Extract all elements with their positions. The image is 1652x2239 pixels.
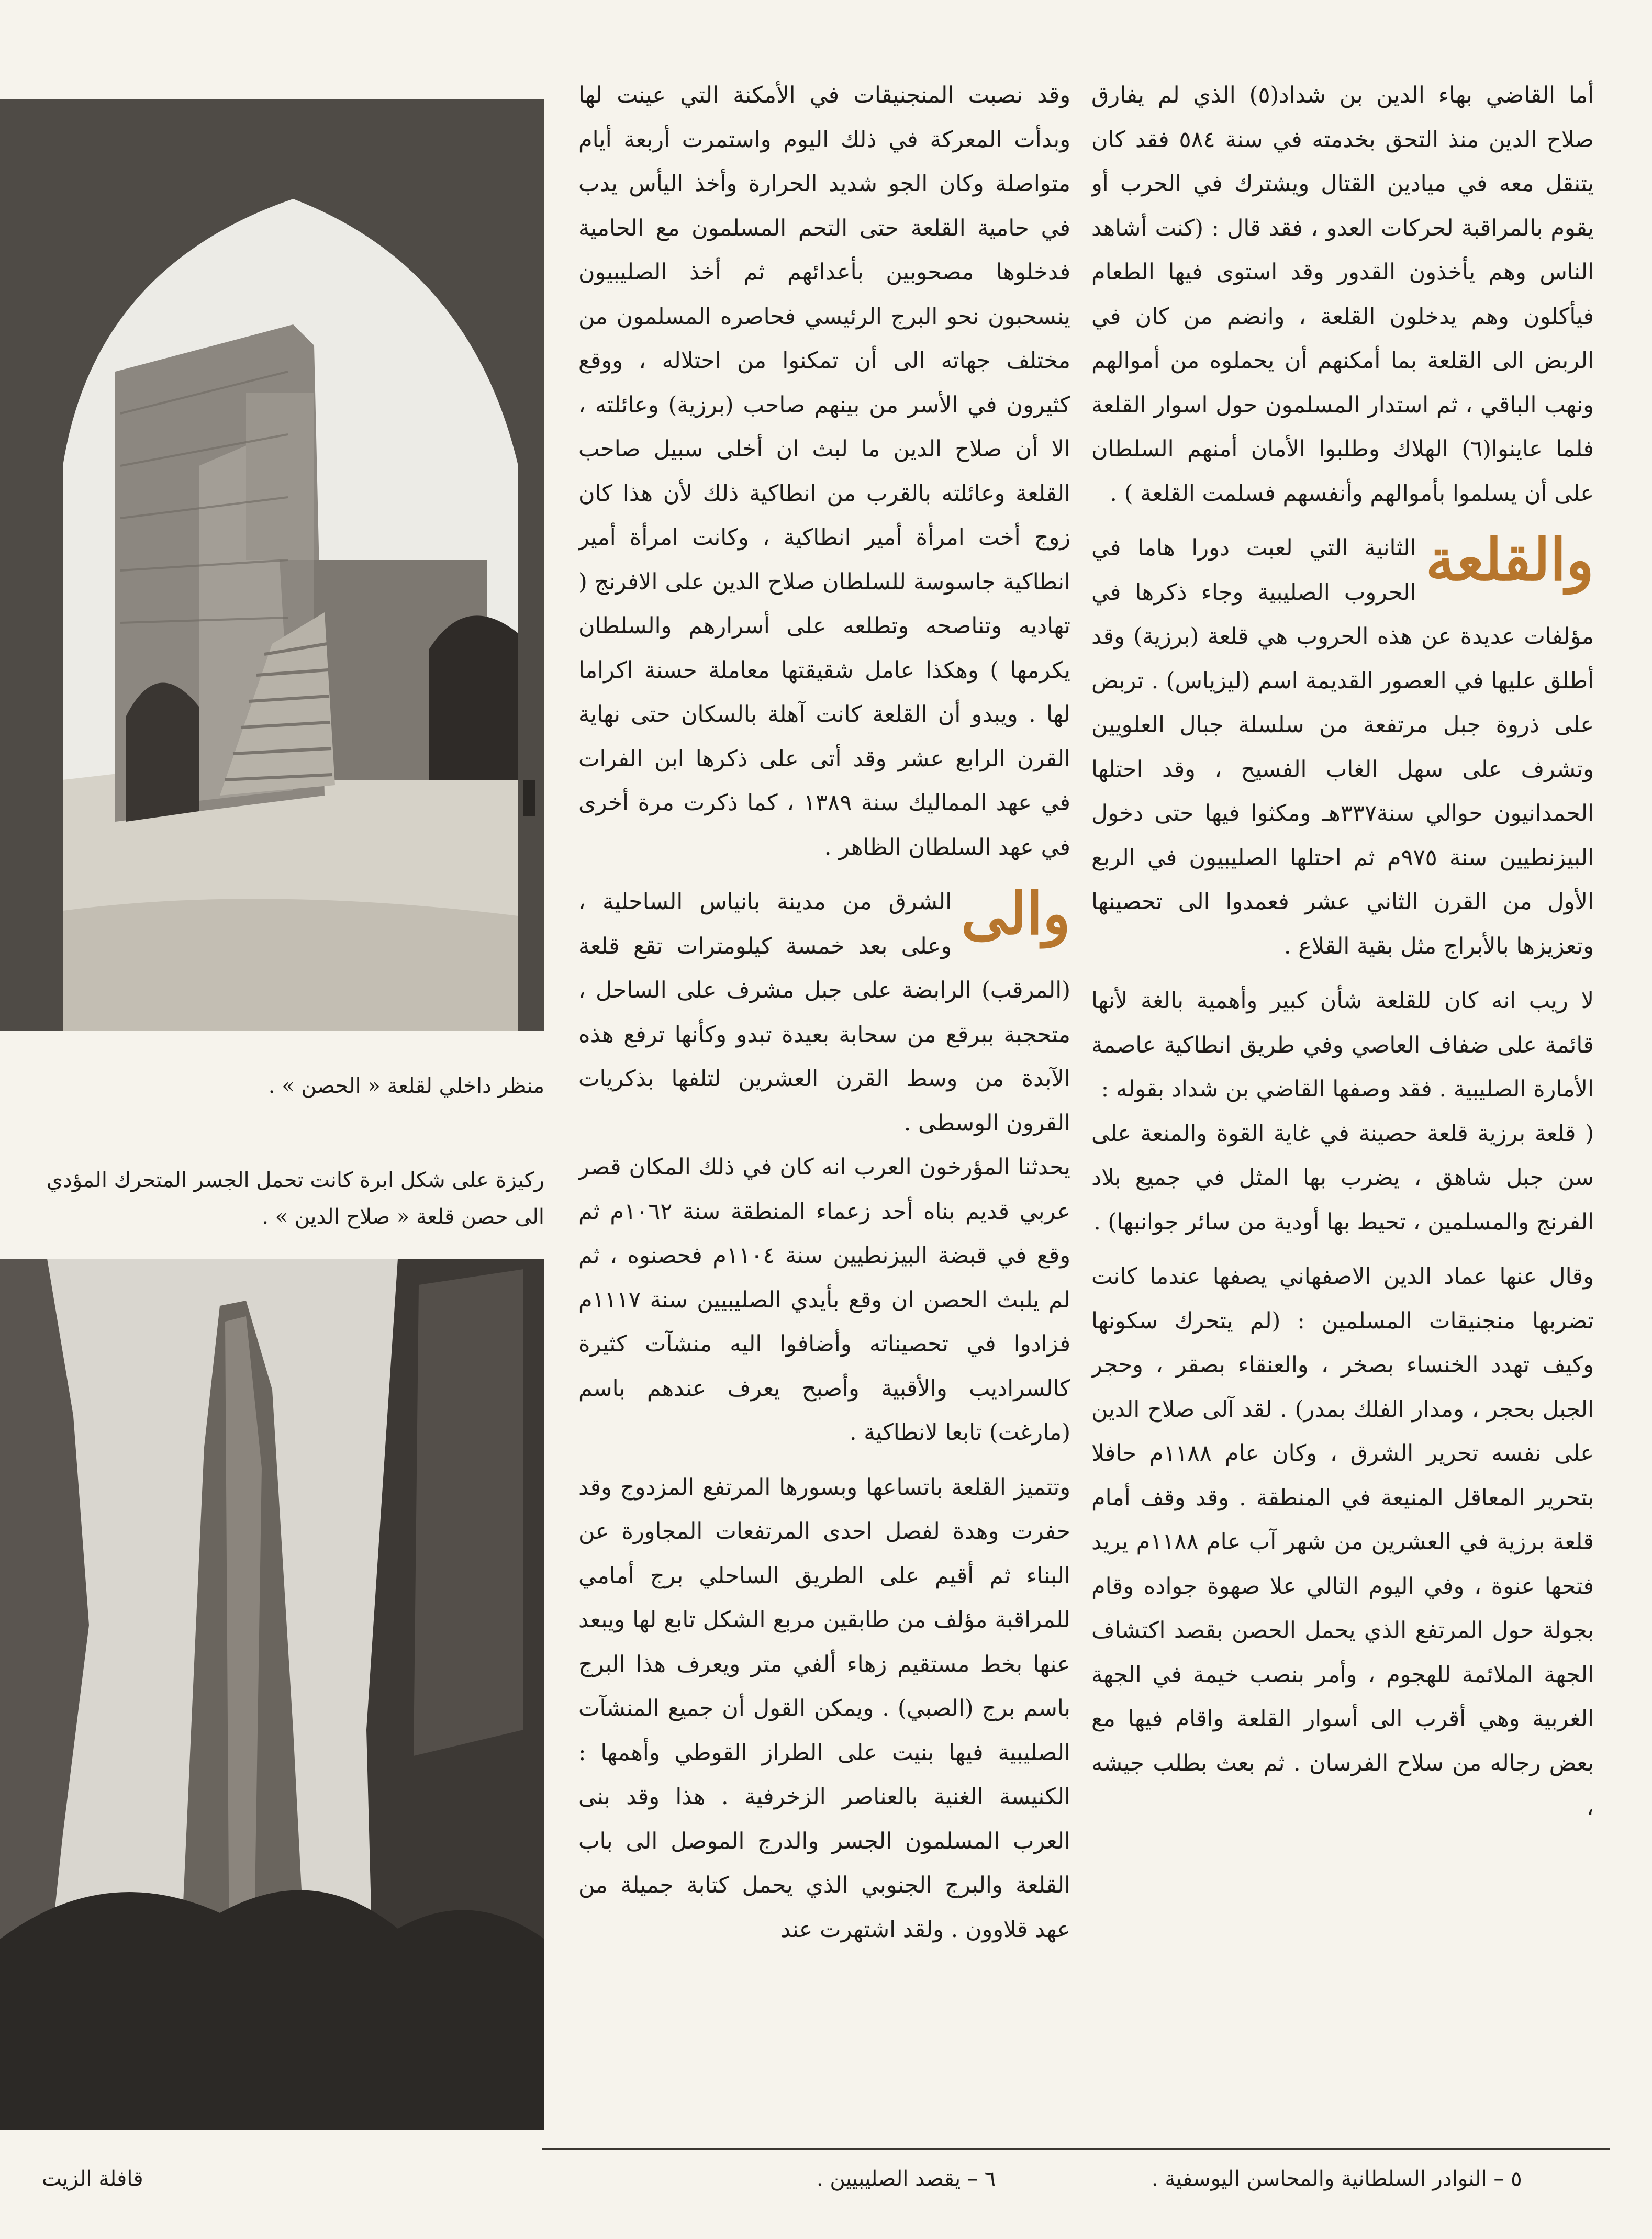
decorative-initial-word: والقلعة xyxy=(1425,526,1594,594)
paragraph: وقد نصبت المنجنيقات في الأمكنة التي عينت لها وبدأت المعركة في ذلك اليوم واستمرت أربعة أيام متواصلة وكان الجو شديد الحرارة وأخذ اليأس يدب في حامية القلعة حتى التحم المسلمون مع الحامية فدخلوها مصحوبين بأعدائهم ثم أخذ الصليبيون ينسحبون نحو البرج الرئيسي فحاصره المسلمون من مختلف جهاته الى أن تمكنوا من احتلاله ، ووقع كثيرون في الأسر من بينهم صاحب (برزية) وعائلته ، الا أن صلاح الدين ما لبث ان أخلى سبيل صاحب القلعة وعائلته بالقرب من انطاكية ذلك لأن هذا كان زوج أخت امرأة أمير انطاكية ، وكانت امرأة أمير انطاكية جاسوسة للسلطان صلاح الدين على الافرنج ( تهاديه وتناصحه وتطلعه على أسرارهم والسلطان يكرمها ) وهكذا عامل شقيقتها معاملة حسنة اكراما لها . ويبدو أن القلعة كانت آهلة بالسكان حتى نهاية القرن الرابع عشر وقد أتى على ذكرها ابن الفرات في عهد المماليك سنة ١٣٨٩ ، كما ذكرت مرة أخرى في عهد السلطان الظاهر . xyxy=(578,82,1070,860)
article-column-middle xyxy=(578,73,1070,2135)
paragraph: وتتميز القلعة باتساعها وبسورها المرتفع المزدوج وقد حفرت وهدة لفصل احدى المرتفعات المجاورة عن البناء ثم أقيم على الطريق الساحلي برج أمامي للمراقبة مؤلف من طابقين مربع الشكل تابع لها ويبعد عنها بخط مستقيم زهاء ألفي متر ويعرف هذا البرج باسم برج (الصبي) . ويمكن القول أن جميع المنشآت الصليبية فيها بنيت على الطراز القوطي وأهمها : الكنيسة الغنية بالعناصر الزخرفية . هذا وقد بنى العرب المسلمون الجسر والدرج الموصل الى باب القلعة والبرج الجنوبي الذي يحمل كتابة جميلة من عهد قلاوون . ولقد اشتهرت عند xyxy=(578,1474,1070,1943)
paragraph-with-initial xyxy=(578,880,1070,1145)
paragraph: أما القاضي بهاء الدين بن شداد(٥) الذي لم يفارق صلاح الدين منذ التحق بخدمته في سنة ٥٨٤ فقد كان يتنقل معه في ميادين القتال ويشترك في الحرب أو يقوم بالمراقبة لحركات العدو ، فقد قال : (كنت أشاهد الناس وهم يأخذون القدور وقد استوى فيها الطعام فيأكلون وهم يدخلون القلعة ، وانضم من كان في الربض الى القلعة بما أمكنهم أن يحملوه من أموالهم ونهب الباقي ، ثم استدار المسلمون حول اسوار القلعة فلما عاينوا(٦) الهلاك وطلبوا الأمان أمنهم السلطان على أن يسلموا بأموالهم وأنفسهم فسلمت القلعة ) . xyxy=(1091,82,1594,507)
quote-paragraph: ( قلعة برزية قلعة حصينة في غاية القوة والمنعة على سن جبل شاهق ، يضرب بها المثل في جميع بلاد الفرنج والمسلمين ، تحيط بها أودية من سائر جوانبها) . xyxy=(1091,1120,1594,1235)
footer-rule xyxy=(542,2148,1610,2150)
photo-caption-top: منظر داخلي لقلعة « الحصن » . xyxy=(268,1074,544,1098)
photo-caption-bottom: ركيزة على شكل ابرة كانت تحمل الجسر المتحرك المؤدي الى حصن قلعة « صلاح الدين » . xyxy=(46,1168,544,1229)
article-column-right xyxy=(1091,73,1594,2135)
footnote-6: ٦ – يقصد الصليبيين . xyxy=(817,2167,996,2191)
paragraph-with-initial xyxy=(1091,526,1594,968)
decorative-initial-word: والى xyxy=(961,880,1070,947)
paragraph-text: الشرق من مدينة بانياس الساحلية ، وعلى بعد خمسة كيلومترات تقع قلعة (المرقب) الرابضة على جبل مشرف على الساحل ، متحجبة ببرقع من سحابة بعيدة تبدو وكأنها ترفع هذه الآبدة من وسط القرن العشرين لتلفها بذكريات القرون الوسطى . xyxy=(578,889,1070,1136)
paragraph-text: الثانية التي لعبت دورا هاما في الحروب الصليبية وجاء ذكرها في مؤلفات عديدة عن هذه الحروب هي قلعة (برزية) وقد أطلق عليها في العصور القديمة اسم (ليزياس) . تربض على ذروة جبل مرتفعة من سلسلة جبال العلويين وتشرف على سهل الغاب الفسيح ، وقد احتلها الحمدانيون حوالي سنة٣٣٧هـ ومكثوا فيها حتى دخول البيزنطيين سنة ٩٧٥م ثم احتلها الصليبيون في الربع الأول من القرن الثاني عشر فعمدوا الى تحصينها وتعزيزها بالأبراج مثل بقية القلاع . xyxy=(1091,535,1594,959)
needle-pillar-photo xyxy=(0,1259,544,2130)
footnote-5: ٥ – النوادر السلطانية والمحاسن اليوسفية . xyxy=(1152,2167,1522,2191)
paragraph: وقال عنها عماد الدين الاصفهاني يصفها عندما كانت تضربها منجنيقات المسلمين : (لم يتحرك سكونها وكيف تهدد الخنساء بصخر ، والعنقاء بصقر ، وحجر الجبل بحجر ، ومدار الفلك بمدر) . لقد آلى صلاح الدين على نفسه تحرير الشرق ، وكان عام ١١٨٨م حافلا بتحرير المعاقل المنيعة في المنطقة . وقد وقف أمام قلعة برزية في العشرين من شهر آب عام ١١٨٨م يريد فتحها عنوة ، وفي اليوم التالي علا صهوة جواده وقام بجولة حول المرتفع الذي يحمل الحصن بقصد اكتشاف الجهة الملائمة للهجوم ، وأمر بنصب خيمة في الجهة الغربية وهي أقرب الى أسوار القلعة واقام فيها مع بعض رجاله من سلاح الفرسان . ثم بعث بطلب جيشه ، xyxy=(1091,1263,1594,1820)
paragraph: لا ريب انه كان للقلعة شأن كبير وأهمية بالغة لأنها قائمة على ضفاف العاصي وفي طريق انطاكية عاصمة الأمارة الصليبية . فقد وصفها القاضي بن شداد بقوله : xyxy=(1091,988,1594,1102)
magazine-name: قافلة الزيت xyxy=(42,2167,143,2191)
castle-interior-photo xyxy=(0,99,544,1031)
paragraph: يحدثنا المؤرخون العرب انه كان في ذلك المكان قصر عربي قديم بناه أحد زعماء المنطقة سنة ١٠٦٢م ثم وقع في قبضة البيزنطيين سنة ١١٠٤م فحصنوه ، ثم لم يلبث الحصن ان وقع بأيدي الصليبيين سنة ١١١٧م فزادوا في تحصيناته وأضافوا اليه منشآت كثيرة كالسراديب والأقبية وأصبح يعرف عندهم باسم (مارغت) تابعا لانطاكية . xyxy=(578,1154,1070,1446)
